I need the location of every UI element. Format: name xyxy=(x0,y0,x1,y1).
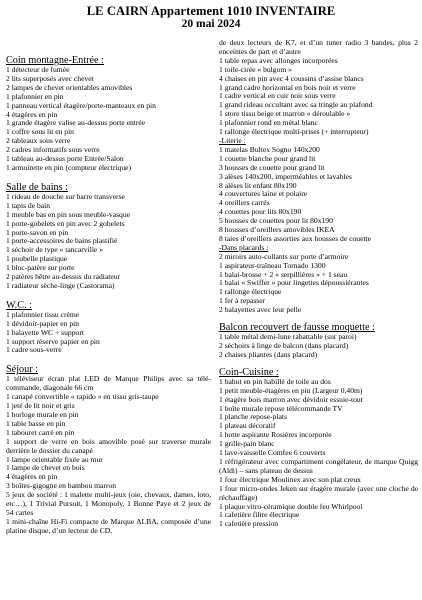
section-heading-wc: W.C. : xyxy=(6,299,32,311)
inventory-item: 2 lits superposés avec chevet xyxy=(6,73,94,83)
inventory-item: 1 support de verre en bois amovible posé sur traverse murale derrière le dossier du canapé xyxy=(6,436,211,455)
list-sejour xyxy=(6,375,211,535)
inventory-item: 1 mini-chaîne Hi-Fi compacte de Marque ALBA, composée d’une platine disque, d’un lecteur de CD, xyxy=(6,516,211,535)
inventory-item: 1 matelas Bultex Sogno 140x200 xyxy=(219,144,320,154)
inventory-item: 1 balai-brosse + 2 « serpillières » + 1 seau xyxy=(219,269,348,279)
inventory-item: 1 cafetière pression xyxy=(219,519,279,529)
subsection-heading-placards: -Dans placards : xyxy=(219,242,269,252)
inventory-item: 4 couettes pour lits 80x190 xyxy=(219,207,302,217)
inventory-item: 1 support réserve papier en pin xyxy=(6,336,100,346)
inventory-item: 1 séchoir de type « tancarville » xyxy=(6,245,103,255)
left-column xyxy=(6,39,211,536)
inventory-item: 1 porte-savon en pin xyxy=(6,227,69,237)
inventory-item: 1 grille-pain blanc xyxy=(219,439,275,449)
inventory-item: 1 grand cadre horizontal en bois noir et verre xyxy=(219,82,356,92)
inventory-item: 3 boîtes-gigogne en bambou marron xyxy=(6,481,117,491)
inventory-item: 1 poubelle plastique xyxy=(6,254,68,264)
inventory-item: 1 four électrique Moulinex avec son plat creux xyxy=(219,474,361,484)
inventory-item: 1 fer à repasser xyxy=(219,296,266,306)
inventory-item: 4 oreillers carrés xyxy=(219,198,270,208)
inventory-item: 5 housses de couettes pour lit 80x190 xyxy=(219,216,333,226)
inventory-item: 1 bahut en pin habillé de toile au dos xyxy=(219,376,331,386)
section-heading-sejour: Séjour : xyxy=(6,364,38,376)
inventory-item: 2 lampes de chevet orientables amovibles xyxy=(6,82,133,92)
inventory-item: 1 table métal demi-lune rabattable (sur paroi) xyxy=(219,332,357,342)
inventory-item: 1 tableau au-dessus porte Entrée/Salon xyxy=(6,154,124,164)
list-placards xyxy=(219,253,418,315)
inventory-item: de deux lecteurs de K7, et d’un tuner radio 3 bandes, plus 2 enceintes de part et d’autre xyxy=(219,38,418,56)
inventory-item: 1 lave-vaisselle Comfee 6 couverts xyxy=(219,448,326,458)
section-heading-coin-cuisine: Coin-Cuisine : xyxy=(219,366,279,378)
inventory-item: 1 armoirette en pin (compteur électrique) xyxy=(6,162,132,172)
inventory-item: 4 étagères en pin xyxy=(6,472,58,482)
inventory-item: 1 balai « Swiffer » pour lingettes dépoussiérantes xyxy=(219,278,369,288)
inventory-item: 1 plateau décoratif xyxy=(219,421,276,431)
list-literie xyxy=(219,146,418,244)
section-heading-balcon: Balcon recouvert de fausse moquette : xyxy=(219,322,375,334)
list-balcon xyxy=(219,333,418,360)
inventory-item: 1 réfrigérateur avec compartiment congélateur, de marque Quigg (Aldi) – sans plateau de dessus xyxy=(219,456,418,475)
inventory-item: 3 alèses 140x200, imperméables et lavables xyxy=(219,171,352,181)
inventory-item: 1 aspirateur-traîneau Tornado 1300 xyxy=(219,260,326,270)
inventory-item: 1 téléviseur écran plat LED de Marque Philips avec sa télé-commande, diagonale 66 cm xyxy=(6,374,211,393)
inventory-item: 1 grande étagère valise au-dessus porte entrée xyxy=(6,118,146,128)
inventory-item: 1 rallonge électrique multi-prises (+ interrupteur) xyxy=(219,127,369,137)
inventory-item: 1 cafetière filtre électrique xyxy=(219,510,300,520)
document-header xyxy=(0,4,422,31)
inventory-item: 2 patères hêtre au-dessus du radiateur xyxy=(6,272,121,282)
inventory-item: 1 meuble bas en pin sous meuble-vasque xyxy=(6,209,131,219)
inventory-item: 1 table basse en pin xyxy=(6,418,66,428)
inventory-item: 4 étagères en pin xyxy=(6,109,58,119)
inventory-item: 1 hotte aspirante Rosières incorporée xyxy=(219,430,332,440)
list-coin-montagne xyxy=(6,66,211,173)
inventory-item: 3 housses de couette pour grand lit xyxy=(219,162,325,172)
inventory-item: 2 chaises pliantes (dans placard) xyxy=(219,349,318,359)
section-heading-salle-de-bains: Salle de bains : xyxy=(6,181,68,193)
inventory-item: 1 planche repose-plats xyxy=(219,412,287,422)
inventory-item: 2 miroirs auto-collants sur porte d’armoire xyxy=(219,251,349,261)
inventory-item: 1 store tissu beige et marron « déroulable » xyxy=(219,109,351,119)
list-sejour-continued xyxy=(219,39,418,137)
inventory-item: 1 porte-gobelets en pin avec 2 gobelets xyxy=(6,218,125,228)
inventory-item: 1 coffre sous lit en pin xyxy=(6,127,74,137)
subsection-heading-literie: -Literie : xyxy=(219,135,246,145)
inventory-item: 1 canapé convertible « rapido » en tissu gris-taupe xyxy=(6,392,159,402)
document-title: LE CAIRN Appartement 1010 INVENTAIRE xyxy=(86,4,336,18)
inventory-item: 1 tabouret carré en pin xyxy=(6,427,75,437)
inventory-item: 1 couette blanche pour grand lit xyxy=(219,153,316,163)
inventory-item: 8 alèses lit enfant 80x190 xyxy=(219,180,297,190)
inventory-item: 1 radiateur sèche-linge (Castorama) xyxy=(6,280,115,290)
inventory-item: 1 lampe orientable fixée au mur xyxy=(6,454,103,464)
inventory-item: 4 couvertures laine et polaire xyxy=(219,189,308,199)
inventory-item: 1 petit meuble-étagères en pin (Largeur 0,40m) xyxy=(219,385,363,395)
inventory-item: 8 housses d’oreillers amovibles IKEA xyxy=(219,225,335,235)
section-heading-coin-montagne: Coin montagne-Entrée : xyxy=(6,55,104,66)
inventory-item: 1 bloc-patère sur porte xyxy=(6,263,75,273)
inventory-item: 1 rideau de douche sur barre transverse xyxy=(6,191,125,201)
inventory-item: 1 dévidoir-papier en pin xyxy=(6,318,80,328)
inventory-item: 1 four micro-ondes Jeken sur étagère murale (avec une cloche de réchauffage) xyxy=(219,483,418,502)
inventory-item: 1 tapis de bain xyxy=(6,200,51,210)
inventory-item: 2 tableaux sous verre xyxy=(6,136,71,146)
inventory-item: 1 porte-accessoires de bains plastifié xyxy=(6,236,118,246)
inventory-item: 1 table repas avec allonges incorporées xyxy=(219,55,338,65)
inventory-item: 5 jeux de société : 1 malette multi-jeux (oie, chevaux, dames, loto, etc…), 1 Trivial Pursuit, 1 Monopoly, 1 Bonne Paye et 2 jeux de 54 cartes xyxy=(6,490,211,517)
list-wc xyxy=(6,311,211,356)
inventory-item: 1 toile-cirée « bulgom » xyxy=(219,64,292,74)
inventory-item: 1 étagère bois marron avec dévidoir essuie-tout xyxy=(219,394,363,404)
inventory-item: 1 plafonnier rond en métal blanc xyxy=(219,118,318,128)
inventory-item: 1 plaque vitro-céramique double feu Whirlpool xyxy=(219,501,363,511)
list-coin-cuisine xyxy=(219,378,418,529)
inventory-item: 1 cadre sous-verre xyxy=(6,345,62,355)
inventory-item: 1 rallonge électrique xyxy=(219,287,282,297)
inventory-item: 1 détecteur de fumée xyxy=(6,65,70,74)
inventory-item: 1 balayette WC + support xyxy=(6,327,84,337)
inventory-item: 4 chaises en pin avec 4 coussins d’assise blancs xyxy=(219,73,364,83)
inventory-item: 1 lampe de chevet en bois xyxy=(6,463,85,473)
inventory-item: 1 cadre vertical en cuir noir sous verre xyxy=(219,91,336,101)
list-salle-de-bains xyxy=(6,193,211,291)
right-column xyxy=(219,39,418,529)
inventory-item: 1 grand rideau occultant avec sa tringle au plafond xyxy=(219,100,373,110)
inventory-item: 1 horloge murale en pin xyxy=(6,410,79,419)
inventory-item: 1 plafonnier tissu crème xyxy=(6,309,80,319)
inventory-item: 2 séchoirs à linge de balcon (dans placard) xyxy=(219,341,349,350)
document-date: 20 mai 2024 xyxy=(181,18,241,30)
inventory-item: 2 cadres informatifs sous verre xyxy=(6,145,100,155)
inventory-item: 2 balayettes avec leur pelle xyxy=(219,305,302,315)
inventory-item: 1 jeté de lit noir et gris xyxy=(6,401,75,411)
inventory-item: 8 taies d’oreillers assorties aux housses de couette xyxy=(219,233,372,243)
inventory-item: 1 panneau vertical étagère/porte-manteaux en pin xyxy=(6,100,156,110)
inventory-item: 1 boîte murale repose télécommande TV xyxy=(219,403,343,413)
inventory-item: 1 plafonnier en pin xyxy=(6,91,64,101)
